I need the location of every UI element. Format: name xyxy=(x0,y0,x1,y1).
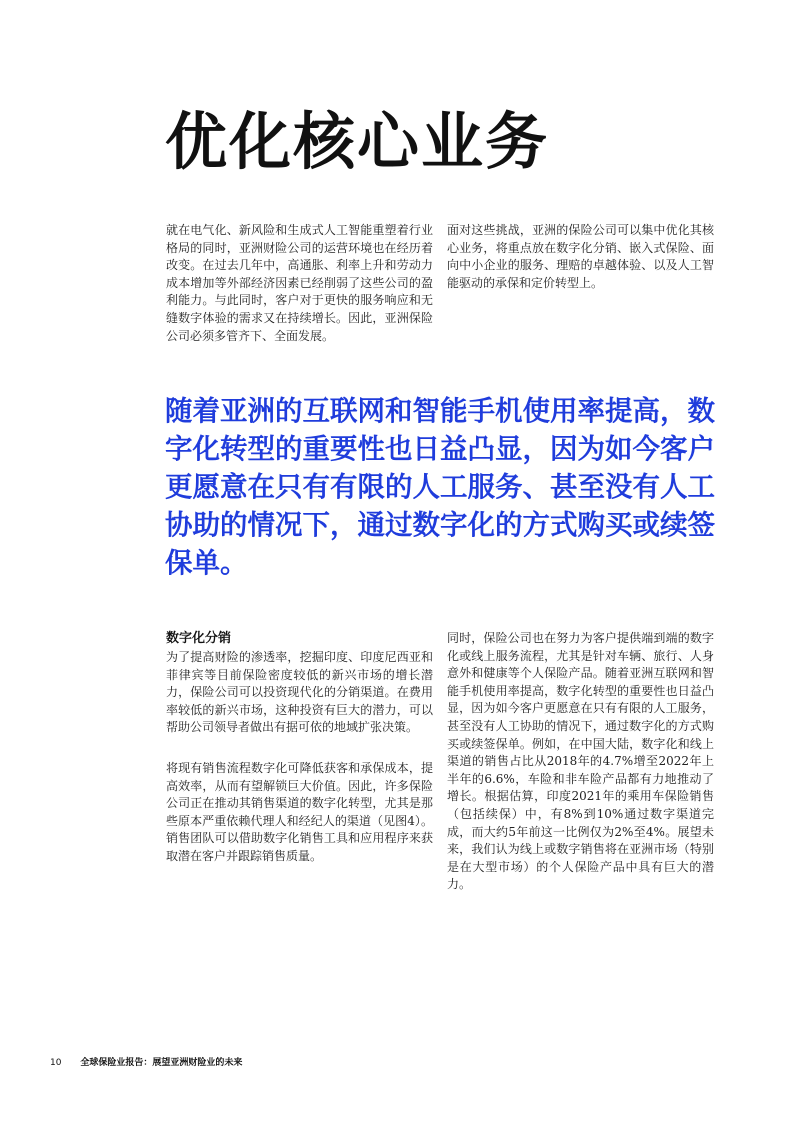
page-title: 优化核心业务 xyxy=(165,105,550,178)
page-number: 10 xyxy=(50,1058,62,1068)
intro-paragraph-right: 面对这些挑战，亚洲的保险公司可以集中优化其核心业务，将重点放在数字化分销、嵌入式保险、面向中小企业的服务、理赔的卓越体验、以及人工智能驱动的承保和定价转型上。 xyxy=(447,223,714,290)
section-paragraph-left-1: 为了提高财险的渗透率，挖掘印度、印度尼西亚和菲律宾等目前保险密度较低的新兴市场的增长潜力，保险公司可以投资现代化的分销渠道。在费用率较低的新兴市场，这种投资有巨大的潜力，可以帮助公司领导者做出有据可依的地域扩张决策。 xyxy=(166,650,433,735)
pull-quote: 随着亚洲的互联网和智能手机使用率提高，数字化转型的重要性也日益凸显，因为如今客户更愿意在只有有限的人工服务、甚至没有人工协助的情况下，通过数字化的方式购买或续签保单。 xyxy=(165,395,715,579)
page-footer xyxy=(50,1057,242,1069)
section-paragraph-left-2: 将现有销售流程数字化可降低获客和承保成本，提高效率，从而有望解锁巨大价值。因此，许多保险公司正在推动其销售渠道的数字化转型，尤其是那些原本严重依赖代理人和经纪人的渠道（见图4）。销售团队可以借助数字化销售工具和应用程序来获取潜在客户并跟踪销售质量。 xyxy=(166,761,433,863)
intro-paragraph-left: 就在电气化、新风险和生成式人工智能重塑着行业格局的同时，亚洲财险公司的运营环境也在经历着改变。在过去几年中，高通胀、利率上升和劳动力成本增加等外部经济因素已经削弱了这些公司的盈利能力。与此同时，客户对于更快的服务响应和无缝数字体验的需求又在持续增长。因此，亚洲保险公司必须多管齐下、全面发展。 xyxy=(166,223,433,343)
section-heading: 数字化分销 xyxy=(166,631,232,646)
footer-report-title: 全球保险业报告：展望亚洲财险业的未来 xyxy=(80,1058,243,1068)
section-paragraph-right: 同时，保险公司也在努力为客户提供端到端的数字化或线上服务流程，尤其是针对车辆、旅行、人身意外和健康等个人保险产品。随着亚洲互联网和智能手机使用率提高，数字化转型的重要性也日益凸显，因为如今客户更愿意在只有有限的人工服务，甚至没有人工协助的情况下，通过数字化的方式购买或续签保单。例如，在中国大陆，数字化和线上渠道的销售占比从2018年的4.7%增至2022年上半年的6.6%，车险和非车险产品都有力地推动了增长。根据估算，印度2021年的乘用车保险销售（包括续保）中，有8%到10%通过数字渠道完成，而大约5年前这一比例仅为2%至4%。展望未来，我们认为线上或数字销售将在亚洲市场（特别是在大型市场）的个人保险产品中具有巨大的潜力。 xyxy=(447,631,714,892)
